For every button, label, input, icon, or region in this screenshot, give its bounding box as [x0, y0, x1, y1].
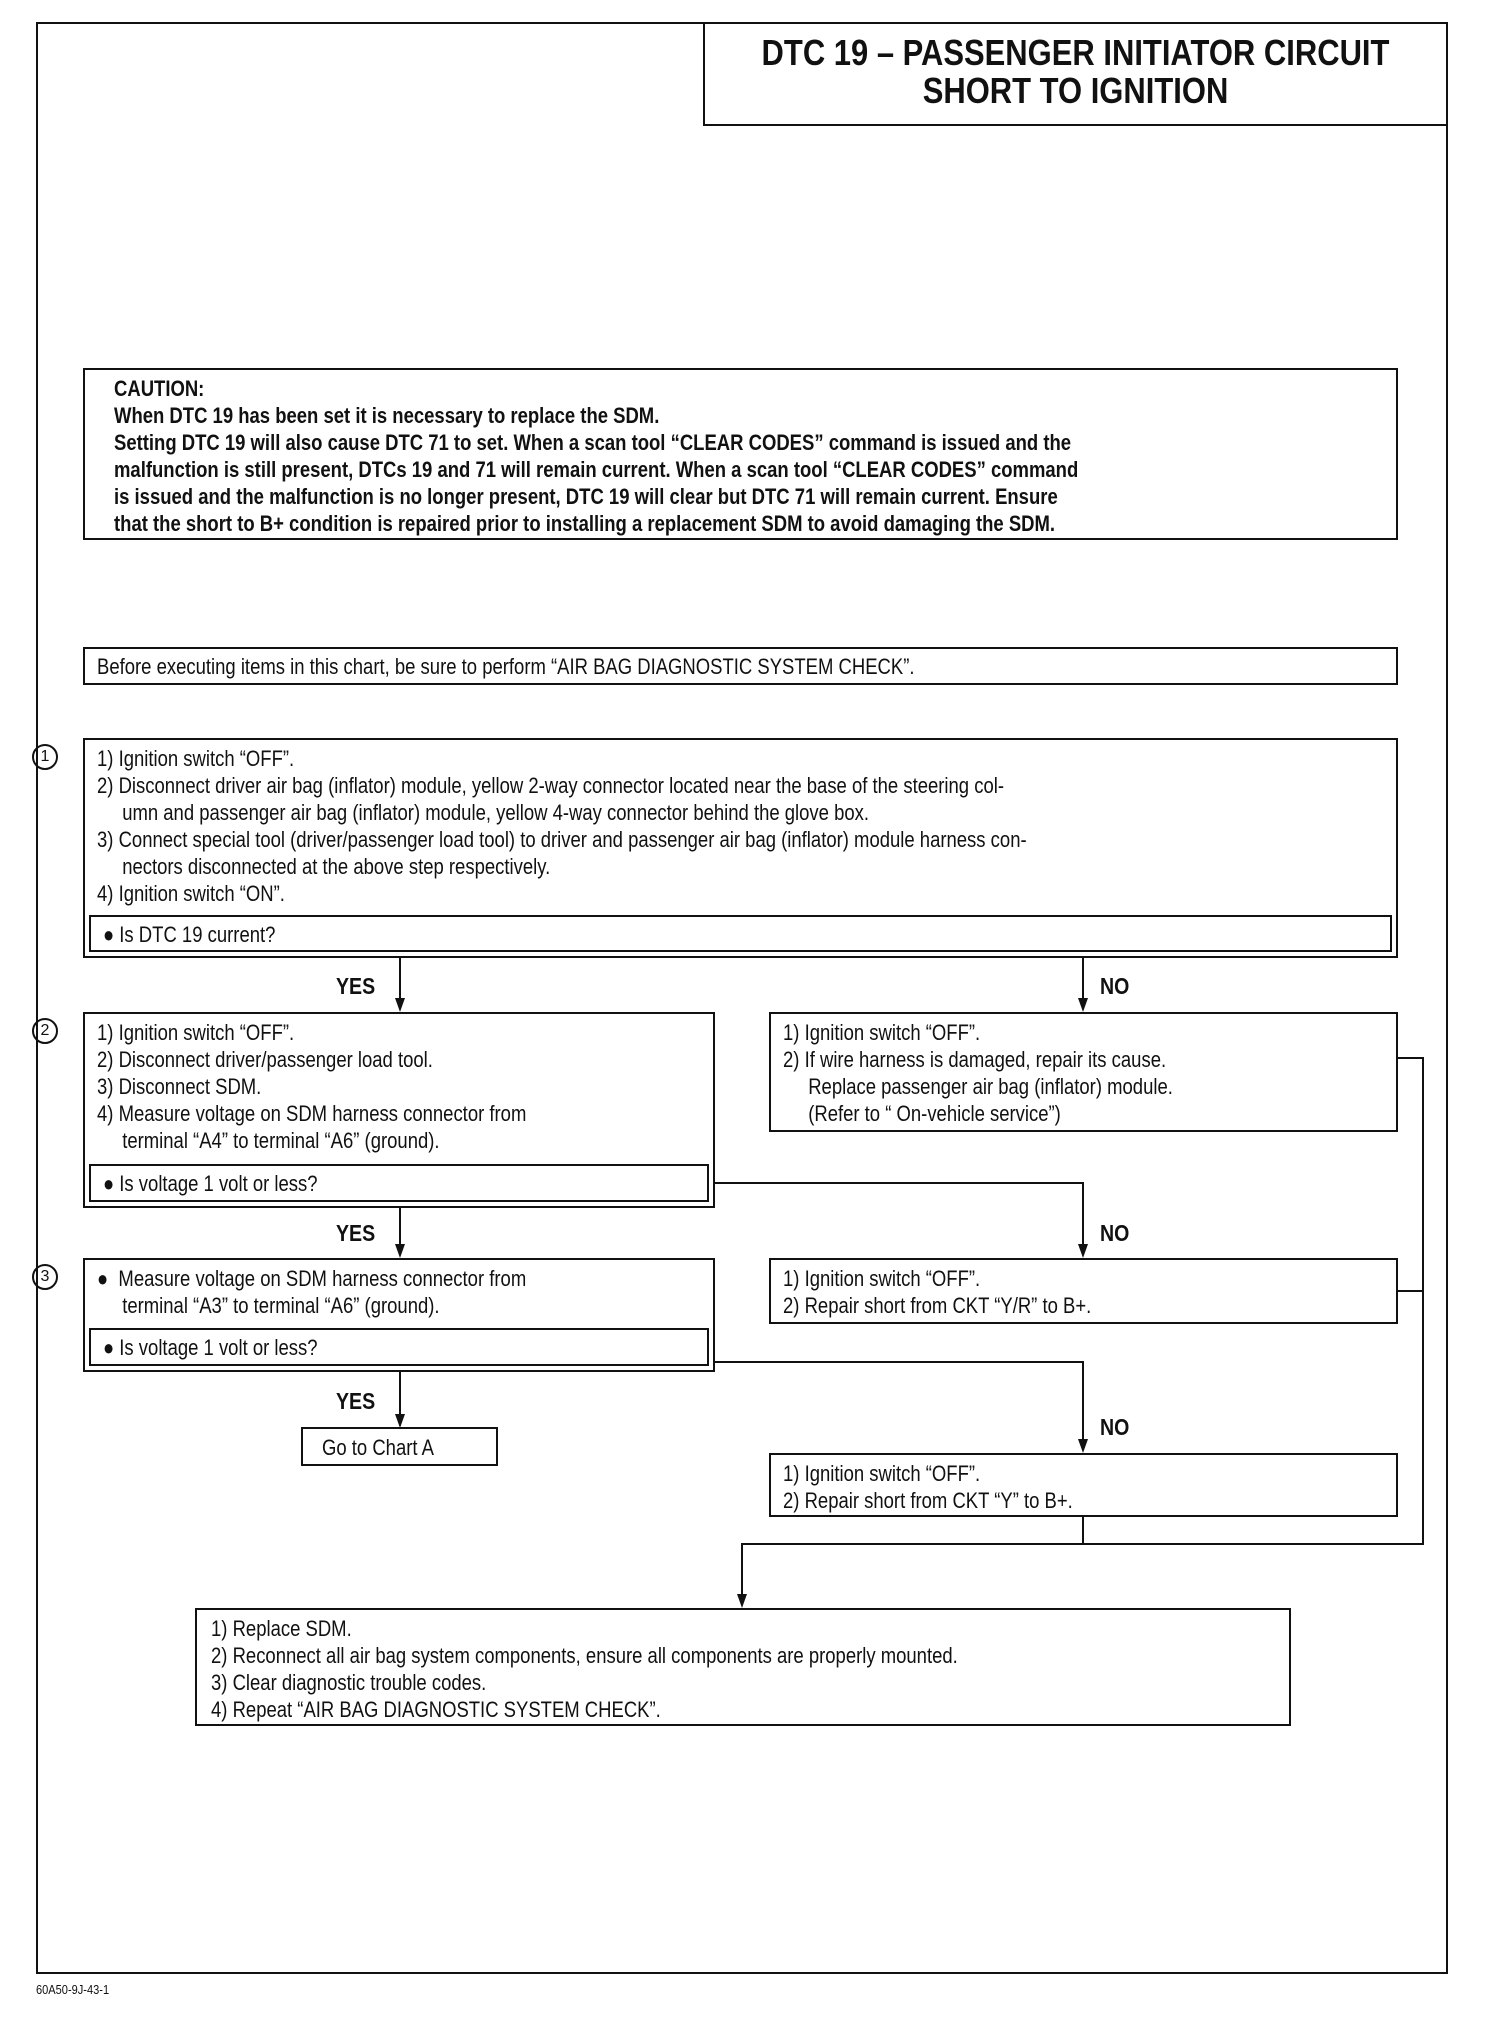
no-label: NO	[1100, 1220, 1130, 1246]
step1-question-box	[89, 915, 1392, 952]
connector-line	[741, 1543, 1424, 1545]
step-line: 1) Ignition switch “OFF”.	[783, 1461, 981, 1486]
step-line: terminal “A3” to terminal “A6” (ground).	[122, 1293, 440, 1318]
title-box	[703, 22, 1448, 126]
caution-box	[83, 368, 1398, 540]
step3-instructions	[97, 1265, 526, 1319]
step-line: Replace passenger air bag (inflator) module.	[808, 1074, 1173, 1099]
step-line: 4) Repeat “AIR BAG DIAGNOSTIC SYSTEM CHECK”.	[211, 1697, 661, 1722]
arrow-down-icon	[737, 1594, 747, 1608]
connector-line	[1082, 1517, 1084, 1545]
go-to-chart-a-text[interactable]: Go to Chart A	[322, 1435, 434, 1460]
connector-line	[715, 1182, 1084, 1184]
caution-line: malfunction is still present, DTCs 19 and 71 will remain current. When a scan tool “CLEAR CODES” command	[114, 457, 1079, 482]
no3-box	[769, 1453, 1398, 1517]
step-line: 2) If wire harness is damaged, repair its cause.	[783, 1047, 1167, 1072]
step-line: 1) Ignition switch “OFF”.	[783, 1020, 981, 1045]
prerequisite-text: Before executing items in this chart, be sure to perform “AIR BAG DIAGNOSTIC SYSTEM CHECK”.	[97, 654, 915, 679]
yes-label: YES	[336, 1220, 376, 1246]
question-text: Is voltage 1 volt or less?	[119, 1335, 318, 1360]
page-title	[757, 34, 1394, 110]
connector-line	[1082, 1182, 1084, 1244]
no1-box	[769, 1012, 1398, 1132]
arrow-down-icon	[1078, 1439, 1088, 1453]
step-line: 4) Measure voltage on SDM harness connector from	[97, 1101, 527, 1126]
go-to-chart-a-box[interactable]	[301, 1427, 498, 1466]
step3-question: ● Is voltage 1 volt or less?	[103, 1335, 318, 1360]
prerequisite-box	[83, 647, 1398, 685]
final-box	[195, 1608, 1291, 1726]
step-number-3: 3	[32, 1264, 58, 1290]
step2-question: ● Is voltage 1 volt or less?	[103, 1171, 318, 1196]
connector-line	[1398, 1290, 1424, 1292]
connector-line	[399, 1372, 401, 1414]
yes-label: YES	[336, 973, 376, 999]
step-line: terminal “A4” to terminal “A6” (ground).	[122, 1128, 440, 1153]
connector-line	[399, 1208, 401, 1244]
connector-line	[399, 958, 401, 998]
no-label: NO	[1100, 1414, 1130, 1440]
caution-line: When DTC 19 has been set it is necessary to replace the SDM.	[114, 403, 660, 428]
step-line: 3) Clear diagnostic trouble codes.	[211, 1670, 487, 1695]
no2-instructions	[783, 1265, 1091, 1319]
step-line: 1) Ignition switch “OFF”.	[97, 746, 295, 771]
step2-instructions	[97, 1019, 526, 1154]
connector-line	[1082, 958, 1084, 998]
connector-line	[1398, 1057, 1424, 1059]
arrow-down-icon	[1078, 1244, 1088, 1258]
step-line: 1) Replace SDM.	[211, 1616, 352, 1641]
step-line: ● Measure voltage on SDM harness connector from	[97, 1266, 527, 1291]
step-line: 2) Disconnect driver air bag (inflator) module, yellow 2-way connector located near the base of the steering col-	[97, 773, 1005, 798]
yes-label: YES	[336, 1388, 376, 1414]
step1-instructions	[97, 745, 1027, 907]
arrow-down-icon	[395, 998, 405, 1012]
question-text: Is DTC 19 current?	[119, 922, 276, 947]
step-line-text: Measure voltage on SDM harness connector from	[118, 1266, 527, 1291]
question-text: Is voltage 1 volt or less?	[119, 1171, 318, 1196]
step-line: 2) Reconnect all air bag system components, ensure all components are properly mounted.	[211, 1643, 958, 1668]
step3-question-box	[89, 1328, 709, 1366]
caution-line: Setting DTC 19 will also cause DTC 71 to set. When a scan tool “CLEAR CODES” command is issued and the	[114, 430, 1072, 455]
step-line: 1) Ignition switch “OFF”.	[97, 1020, 295, 1045]
step-number-1: 1	[32, 744, 58, 770]
connector-line	[715, 1361, 1084, 1363]
connector-line	[1422, 1057, 1424, 1545]
no3-instructions	[783, 1460, 1073, 1514]
no1-instructions	[783, 1019, 1173, 1127]
step-line: 3) Connect special tool (driver/passenger load tool) to driver and passenger air bag (inflator) module harness con-	[97, 827, 1027, 852]
no-label: NO	[1100, 973, 1130, 999]
connector-line	[1082, 1361, 1084, 1439]
caution-heading: CAUTION:	[114, 376, 205, 401]
step2-question-box	[89, 1164, 709, 1202]
caution-line: is issued and the malfunction is no longer present, DTC 19 will clear but DTC 71 will remain current. Ensure	[114, 484, 1058, 509]
caution-text	[114, 375, 1078, 537]
title-line-2: SHORT TO IGNITION	[922, 70, 1229, 111]
step-line: 2) Repair short from CKT “Y/R” to B+.	[783, 1293, 1092, 1318]
no2-box	[769, 1258, 1398, 1324]
arrow-down-icon	[395, 1244, 405, 1258]
step-line: 2) Disconnect driver/passenger load tool.	[97, 1047, 433, 1072]
step-line: 3) Disconnect SDM.	[97, 1074, 262, 1099]
step1-question: ● Is DTC 19 current?	[103, 922, 276, 947]
step-line: 4) Ignition switch “ON”.	[97, 881, 285, 906]
step3-box	[83, 1258, 715, 1372]
figure-code: 60A50-9J-43-1	[36, 1982, 110, 1997]
step-line: 2) Repair short from CKT “Y” to B+.	[783, 1488, 1073, 1513]
step2-box	[83, 1012, 715, 1208]
step1-box	[83, 738, 1398, 958]
step-line: (Refer to “ On-vehicle service”)	[808, 1101, 1061, 1126]
final-instructions	[211, 1615, 958, 1723]
step-line: umn and passenger air bag (inflator) module, yellow 4-way connector behind the glove box.	[122, 800, 870, 825]
step-number-2: 2	[32, 1018, 58, 1044]
arrow-down-icon	[395, 1414, 405, 1428]
step-line: 1) Ignition switch “OFF”.	[783, 1266, 981, 1291]
arrow-down-icon	[1078, 998, 1088, 1012]
title-line-1: DTC 19 – PASSENGER INITIATOR CIRCUIT	[761, 32, 1390, 73]
step-line: nectors disconnected at the above step respectively.	[122, 854, 551, 879]
connector-line	[741, 1543, 743, 1595]
caution-line: that the short to B+ condition is repaired prior to installing a replacement SDM to avoid damaging the SDM.	[114, 511, 1056, 536]
